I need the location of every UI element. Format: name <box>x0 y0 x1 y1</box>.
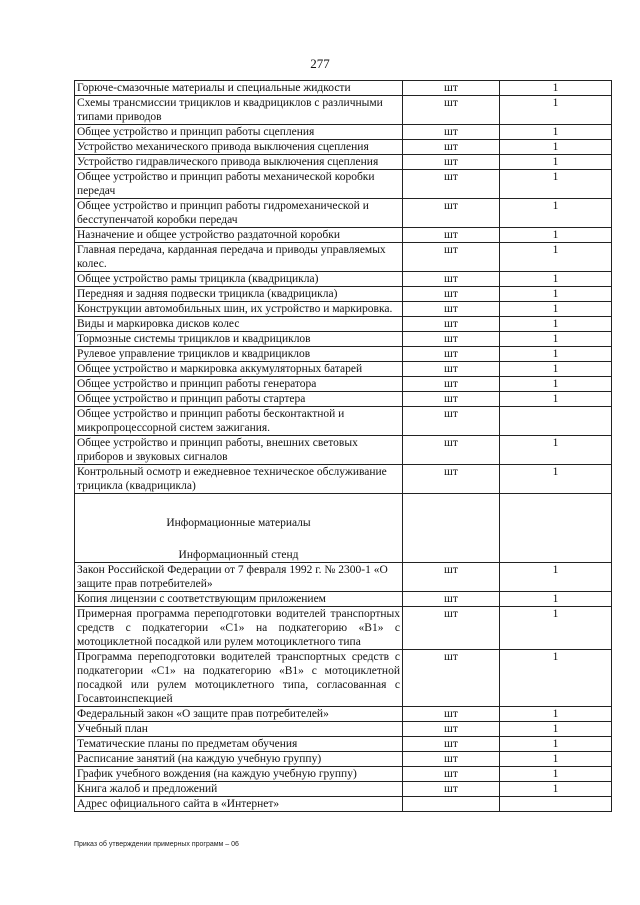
quantity-cell: 1 <box>500 199 612 228</box>
quantity-cell: 1 <box>500 302 612 317</box>
table-row <box>75 140 612 155</box>
quantity-cell: 1 <box>500 782 612 797</box>
table-row <box>75 650 612 707</box>
unit-cell: шт <box>403 607 500 650</box>
item-name-cell: Программа переподготовки водителей транспортных средств с подкатегории «C1» на подкатегорию «B1» с мотоциклетной посадкой или рулем мотоциклетного типа, согласованная с Госавтоинспекцией <box>75 650 403 707</box>
unit-cell <box>403 797 500 812</box>
quantity-cell: 1 <box>500 592 612 607</box>
table-row <box>75 362 612 377</box>
item-name-cell: Копия лицензии с соответствующим приложением <box>75 592 403 607</box>
table-row <box>75 407 612 436</box>
quantity-cell: 1 <box>500 377 612 392</box>
item-name-cell: Тематические планы по предметам обучения <box>75 737 403 752</box>
quantity-cell: 1 <box>500 170 612 199</box>
unit-cell: шт <box>403 317 500 332</box>
quantity-cell: 1 <box>500 347 612 362</box>
table-row <box>75 465 612 494</box>
section-qty-cell <box>500 494 612 563</box>
table-row <box>75 767 612 782</box>
quantity-cell: 1 <box>500 228 612 243</box>
table-row <box>75 392 612 407</box>
table-row <box>75 563 612 592</box>
unit-cell: шт <box>403 737 500 752</box>
item-name-cell: Общее устройство и принцип работы, внешних световых приборов и звуковых сигналов <box>75 436 403 465</box>
table-row <box>75 607 612 650</box>
quantity-cell: 1 <box>500 650 612 707</box>
table-row <box>75 302 612 317</box>
unit-cell: шт <box>403 392 500 407</box>
item-name-cell: Контрольный осмотр и ежедневное техническое обслуживание трицикла (квадрицикла) <box>75 465 403 494</box>
unit-cell: шт <box>403 436 500 465</box>
table-row <box>75 96 612 125</box>
quantity-cell: 1 <box>500 287 612 302</box>
unit-cell: шт <box>403 782 500 797</box>
item-name-cell: Общее устройство и принцип работы гидромеханической и бесступенчатой коробки передач <box>75 199 403 228</box>
section-unit-cell <box>403 494 500 563</box>
item-name-cell: Адрес официального сайта в «Интернет» <box>75 797 403 812</box>
quantity-cell: 1 <box>500 125 612 140</box>
quantity-cell: 1 <box>500 332 612 347</box>
table-body-top <box>75 81 612 494</box>
quantity-cell: 1 <box>500 737 612 752</box>
item-name-cell: Учебный план <box>75 722 403 737</box>
unit-cell: шт <box>403 287 500 302</box>
page-number: 277 <box>310 56 330 71</box>
table-row <box>75 317 612 332</box>
unit-cell: шт <box>403 228 500 243</box>
item-name-cell: Горюче-смазочные материалы и специальные жидкости <box>75 81 403 96</box>
item-name-cell: Книга жалоб и предложений <box>75 782 403 797</box>
quantity-cell: 1 <box>500 436 612 465</box>
item-name-cell: Примерная программа переподготовки водителей транспортных средств с подкатегории «C1» на подкатегорию «B1» с мотоциклетной посадкой или рулем мотоциклетного типа <box>75 607 403 650</box>
unit-cell: шт <box>403 332 500 347</box>
quantity-cell: 1 <box>500 607 612 650</box>
item-name-cell: Общее устройство и маркировка аккумуляторных батарей <box>75 362 403 377</box>
quantity-cell: 1 <box>500 722 612 737</box>
item-name-cell: Конструкции автомобильных шин, их устройство и маркировка. <box>75 302 403 317</box>
item-name-cell: Общее устройство и принцип работы стартера <box>75 392 403 407</box>
quantity-cell: 1 <box>500 392 612 407</box>
quantity-cell <box>500 407 612 436</box>
quantity-cell: 1 <box>500 243 612 272</box>
section-header-body <box>75 494 612 563</box>
table-row <box>75 332 612 347</box>
item-name-cell: Федеральный закон «О защите прав потребителей» <box>75 707 403 722</box>
unit-cell: шт <box>403 563 500 592</box>
item-name-cell: Общее устройство и принцип работы сцепления <box>75 125 403 140</box>
table-row <box>75 436 612 465</box>
quantity-cell: 1 <box>500 272 612 287</box>
table-row <box>75 797 612 812</box>
table-row <box>75 81 612 96</box>
quantity-cell: 1 <box>500 707 612 722</box>
unit-cell: шт <box>403 199 500 228</box>
unit-cell: шт <box>403 125 500 140</box>
item-name-cell: Назначение и общее устройство раздаточной коробки <box>75 228 403 243</box>
table-row <box>75 377 612 392</box>
item-name-cell: Рулевое управление трициклов и квадрициклов <box>75 347 403 362</box>
footer-note: Приказ об утверждении примерных программ – 06 <box>74 841 239 848</box>
quantity-cell: 1 <box>500 81 612 96</box>
unit-cell: шт <box>403 377 500 392</box>
item-name-cell: Тормозные системы трициклов и квадрициклов <box>75 332 403 347</box>
table-row <box>75 243 612 272</box>
item-name-cell: Общее устройство и принцип работы бесконтактной и микропроцессорной систем зажигания. <box>75 407 403 436</box>
table-row <box>75 272 612 287</box>
table-row <box>75 592 612 607</box>
item-name-cell: Виды и маркировка дисков колес <box>75 317 403 332</box>
item-name-cell: Передняя и задняя подвески трицикла (квадрицикла) <box>75 287 403 302</box>
quantity-cell: 1 <box>500 96 612 125</box>
item-name-cell: Схемы трансмиссии трициклов и квадрициклов с различными типами приводов <box>75 96 403 125</box>
section-header-row <box>75 494 612 563</box>
quantity-cell: 1 <box>500 563 612 592</box>
unit-cell: шт <box>403 650 500 707</box>
table-row <box>75 347 612 362</box>
table-row <box>75 228 612 243</box>
quantity-cell: 1 <box>500 155 612 170</box>
quantity-cell: 1 <box>500 140 612 155</box>
section-cell <box>75 494 403 563</box>
item-name-cell: Расписание занятий (на каждую учебную группу) <box>75 752 403 767</box>
table-row <box>75 782 612 797</box>
quantity-cell: 1 <box>500 752 612 767</box>
unit-cell: шт <box>403 362 500 377</box>
item-name-cell: Устройство гидравлического привода выключения сцепления <box>75 155 403 170</box>
table-row <box>75 125 612 140</box>
table-row <box>75 752 612 767</box>
item-name-cell: Общее устройство и принцип работы механической коробки передач <box>75 170 403 199</box>
quantity-cell: 1 <box>500 317 612 332</box>
table-row <box>75 287 612 302</box>
unit-cell: шт <box>403 722 500 737</box>
unit-cell: шт <box>403 302 500 317</box>
unit-cell: шт <box>403 407 500 436</box>
table-row <box>75 170 612 199</box>
unit-cell: шт <box>403 155 500 170</box>
table-body-bottom <box>75 563 612 812</box>
unit-cell: шт <box>403 243 500 272</box>
quantity-cell: 1 <box>500 362 612 377</box>
item-name-cell: Общее устройство и принцип работы генератора <box>75 377 403 392</box>
unit-cell: шт <box>403 767 500 782</box>
unit-cell: шт <box>403 347 500 362</box>
item-name-cell: График учебного вождения (на каждую учебную группу) <box>75 767 403 782</box>
item-name-cell: Общее устройство рамы трицикла (квадрицикла) <box>75 272 403 287</box>
unit-cell: шт <box>403 96 500 125</box>
unit-cell: шт <box>403 465 500 494</box>
item-name-cell: Закон Российской Федерации от 7 февраля 1992 г. № 2300-1 «О защите прав потребителей» <box>75 563 403 592</box>
quantity-cell: 1 <box>500 767 612 782</box>
section-subtitle: Информационный стенд <box>178 549 299 561</box>
table-row <box>75 722 612 737</box>
quantity-cell: 1 <box>500 465 612 494</box>
item-name-cell: Устройство механического привода выключения сцепления <box>75 140 403 155</box>
item-name-cell: Главная передача, карданная передача и приводы управляемых колес. <box>75 243 403 272</box>
table-row <box>75 155 612 170</box>
unit-cell: шт <box>403 592 500 607</box>
unit-cell: шт <box>403 140 500 155</box>
table-row <box>75 737 612 752</box>
section-title: Информационные материалы <box>166 517 311 529</box>
unit-cell: шт <box>403 81 500 96</box>
table-row <box>75 707 612 722</box>
unit-cell: шт <box>403 752 500 767</box>
quantity-cell <box>500 797 612 812</box>
unit-cell: шт <box>403 272 500 287</box>
unit-cell: шт <box>403 707 500 722</box>
equipment-table <box>74 80 612 812</box>
unit-cell: шт <box>403 170 500 199</box>
table-row <box>75 199 612 228</box>
